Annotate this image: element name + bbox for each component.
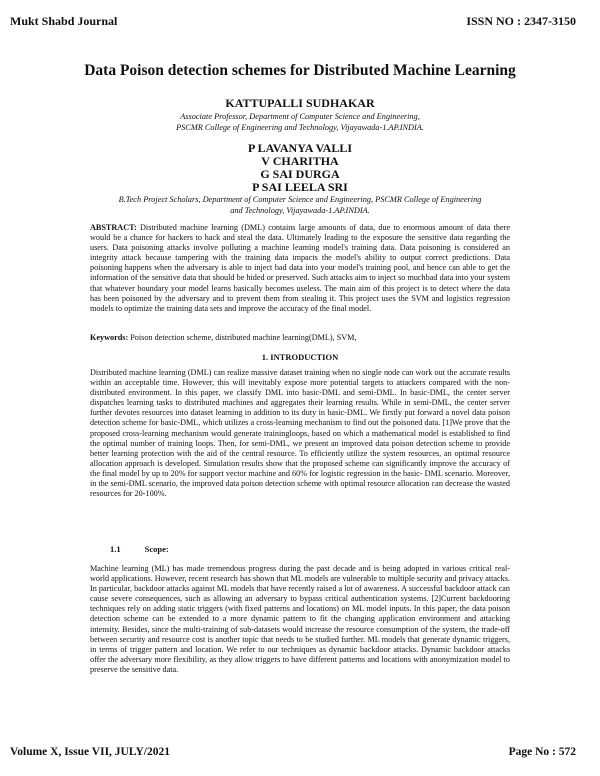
- abstract-label: ABSTRACT:: [90, 223, 137, 232]
- keywords-line: [90, 333, 510, 342]
- keywords-text: Poison detection scheme, distributed machine learning(DML), SVM,: [128, 333, 357, 342]
- introduction-paragraph: Distributed machine learning (DML) can realize massive dataset training when no single node can work out the accurate results within an acceptable time. However, this will inevitably expose more potential targets to attackers compared with the non-distributed environment. In this paper, we classify DML into basic-DML and semi-DML. In basic-DML, the center server dispatches learning tasks to distributed machines and aggregates their learning results. While in semi-DML, the center server further devotes resources into dataset learning in addition to its duty in basic-DML. We firstly put forward a novel data poison detection scheme for basic-DML, which utilizes a cross-learning mechanism to find out the poisoned data. [1]We prove that the proposed cross-learning mechanism would generate trainingloops, based on which a mathematical model is established to find the optimal number of training loops. Then, for semi-DML, we present an improved data poison detection scheme to provide better learning protection with the aid of the central resource. To efficiently utilize the system resources, an optimal resource allocation approach is developed. Simulation results show that the proposed scheme can significantly improve the accuracy of the final model by up to 20% for support vector machine and 60% for logistic regression in the basic- DML scenario. Moreover, in the semi-DML scenario, the improved data poison detection scheme with optimal resource allocation can decrease the wasted resources for 20-100%.: [90, 368, 510, 499]
- author-affiliation-line: PSCMR College of Engineering and Technology, Vijayawada-1.AP.INDIA.: [176, 123, 424, 132]
- keywords-label: Keywords:: [90, 333, 129, 342]
- author-name: G SAI DURGA: [260, 167, 340, 181]
- students-affiliation-line: and Technology, Vijayawada-1.AP.INDIA.: [230, 206, 370, 215]
- scope-heading: [110, 544, 169, 554]
- scope-title: Scope:: [144, 544, 169, 554]
- author-affiliation-line: Associate Professor, Department of Computer Science and Engineering,: [180, 112, 420, 121]
- scope-paragraph: Machine learning (ML) has made tremendous progress during the past decade and is being adopted in various critical real-world applications. However, recent research has shown that ML models are vulnerable to multiple security and privacy attacks. In particular, backdoor attacks against ML models that have recently raised a lot of awareness. A successful backdoor attack can cause severe consequences, such as allowing an adversary to bypass critical authentication systems. [2]Current backdooring techniques rely on adding static triggers (with fixed patterns and locations) on ML model inputs. In this paper, the data poison detection scheme can be extended to a more dynamic pattern to fit the changing application environment and attacking intensity. Besides, since the multi-training of sub-datasets would increase the resource consumption of the system, the trade-off between security and resource cost is another topic that needs to be studied further. ML models that generate dynamic triggers, in terms of trigger pattern and location. We refer to our techniques as dynamic backdoor attacks. Dynamic backdoor attacks offer the adversary more flexibility, as they allow triggers to have different patterns and locations with anonymization model to preserve the sensitive data.: [90, 564, 510, 674]
- paper-title: Data Poison detection schemes for Distributed Machine Learning: [84, 62, 516, 79]
- students-affiliation-line: B.Tech Project Scholars, Department of Computer Science and Engineering, PSCMR College of Engineering: [118, 195, 482, 204]
- abstract-paragraph: [90, 223, 510, 314]
- abstract-text: Distributed machine learning (DML) contains large amounts of data, due to enormous amount of data there would be a chance for hackers to hack and steal the data. Ultimately leading to the exposure the sensitive data regarding the users. Data poisoning attacks involve polluting a machine learning model's training data. Data poisoning is considered an integrity attack because tampering with the training data impacts the model's ability to output correct predictions. Data poisoning happens when the adversary is able to inject bad data into your model's training pool, and hence can able to get the information of the sensitive data that should be hided or preserved. Such attacks aim to inject so muchbad data into your system that whatever boundary your model learns basically becomes useless. The main aim of this project is to detect where the data has been poisoned by the adversary and to prevent them from stealing it. This project uses the SVM and logistics regression models to optimize the training data sets and improve the accuracy of the final model.: [90, 223, 510, 313]
- scope-number: 1.1: [110, 544, 121, 554]
- introduction-heading: 1. INTRODUCTION: [261, 352, 339, 362]
- issn-number: ISSN NO : 2347-3150: [466, 14, 576, 28]
- page-number: Page No : 572: [508, 746, 576, 758]
- author-name: KATTUPALLI SUDHAKAR: [225, 96, 375, 110]
- author-name: P SAI LEELA SRI: [252, 180, 348, 194]
- volume-issue: Volume X, Issue VII, JULY/2021: [10, 746, 170, 758]
- journal-name: Mukt Shabd Journal: [10, 14, 118, 28]
- author-name: V CHARITHA: [261, 154, 339, 168]
- author-name: P LAVANYA VALLI: [247, 141, 353, 155]
